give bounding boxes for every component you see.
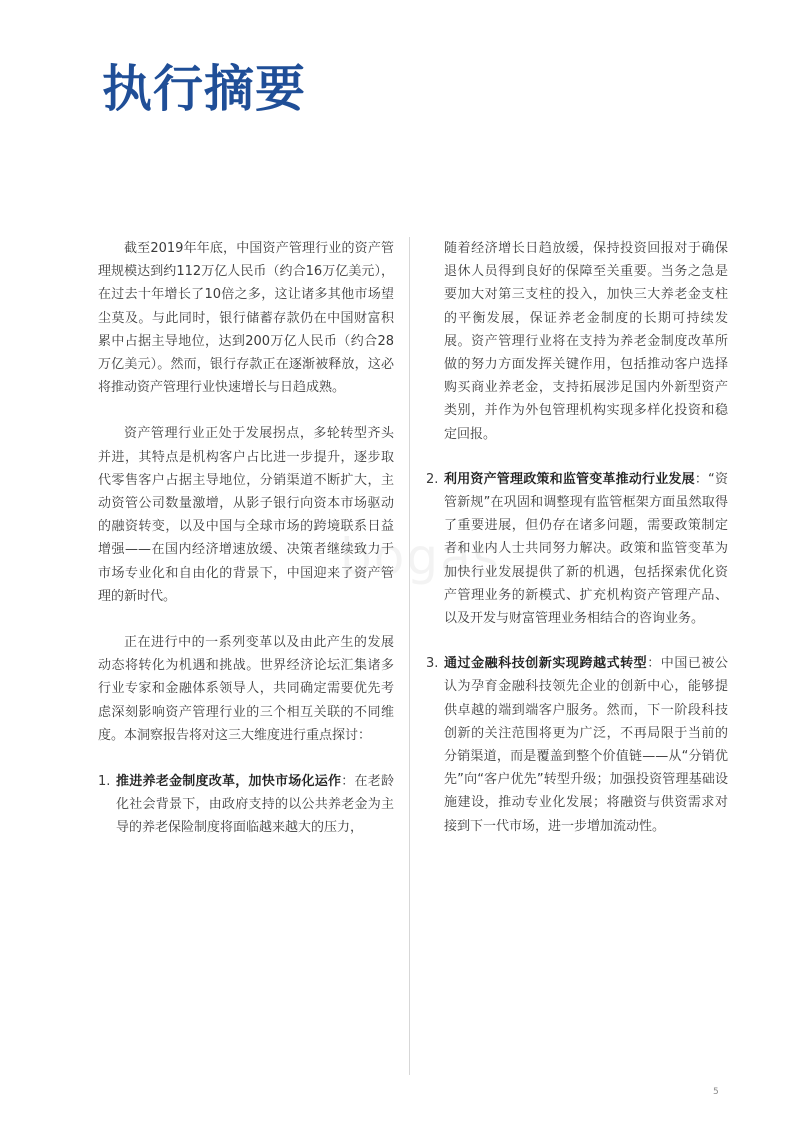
column-divider [409,237,410,1075]
list-item-1-text: ：在老龄化社会背景下，由政府支持的以公共养老金为主导的养老保险制度将面临越来越大的压力， [116,774,394,836]
list-item-1-continued: 随着经济增长日趋放缓，保持投资回报对于确保退休人员得到良好的保障至关重要。当务之急是要加大对第三支柱的投入，加快三大养老金支柱的平衡发展，保证养老金制度的长期可持续发展。资产管理行业将在支持为养老金制度改革所做的努力方面发挥关键作用，包括推动客户选择购买商业养老金，支持拓展涉足国内外新型资产类别，并作为外包管理机构实现多样化投资和稳定回报。 [444,241,728,442]
list-item-2-heading: 利用资产管理政策和监管变革推动行业发展 [444,471,695,487]
paragraph-2: 资产管理行业正处于发展拐点，多轮转型齐头并进，其特点是机构客户占比进一步提升，逐步取代零售客户占据主导地位，分销渠道不断扩大，主动资管公司数量激增，从影子银行向资本市场驱动的融资转变，以及中国与全球市场的跨境联系日益增强——在国内经济增速放缓、决策者继续致力于市场专业化和自由化的背景下，中国迎来了资产管理的新时代。 [98,426,394,604]
list-item-2-text: ：“资管新规”在巩固和调整现有监管框架方面虽然取得了重要进展，但仍存在诸多问题，需要政策制定者和业内人士共同努力解决。政策和监管变革为加快行业发展提供了新的机遇，包括探索优化资产管理业务的新模式、扩充机构资产管理产品、以及开发与财富管理业务相结合的咨询业务。 [444,471,728,627]
list-item-3-heading: 通过金融科技创新实现跨越式转型 [444,656,648,672]
list-item-1 [98,770,394,840]
list-item-1-heading: 推进养老金制度改革，加快市场化运作 [116,774,342,790]
list-item-3 [426,652,728,838]
page-number: 5 [713,1087,719,1097]
page-title: 执行摘要 [102,60,306,118]
paragraph-3: 正在进行中的一系列变革以及由此产生的发展动态将转化为机遇和挑战。世界经济论坛汇集诸多行业专家和金融体系领导人，共同确定需要优先考虑深刻影响资产管理行业的三个相互关联的不同维度。本洞察报告将对这三大维度进行重点探讨： [98,635,394,743]
list-item-2 [426,468,728,630]
right-column [426,237,728,860]
list-item-3-text: ：中国已被公认为孕育金融科技领先企业的创新中心，能够提供卓越的端到端客户服务。然而，下一阶段科技创新的关注范围将更为广泛，不再局限于当前的分销渠道，而是覆盖到整个价值链——从“分销优先”向“客户优先”转型升级；加强投资管理基础设施建设，推动专业化发展；将融资与供资需求对接到下一代市场，进一步增加流动性。 [444,656,728,834]
list-item-1-number: 1. [98,774,111,790]
paragraph-1: 截至2019年年底，中国资产管理行业的资产管理规模达到约112万亿人民币（约合16万亿美元），在过去十年增长了10倍之多，这让诸多其他市场望尘莫及。与此同时，银行储蓄存款仍在中国财富积累中占据主导地位，达到200万亿人民币（约合28万亿美元）。然而，银行存款正在逐渐被释放，这必将推动资产管理行业快速增长与日趋成熟。 [98,241,394,396]
list-item-3-number: 3. [426,656,439,672]
left-column [98,237,394,862]
list-item-2-number: 2. [426,471,439,487]
